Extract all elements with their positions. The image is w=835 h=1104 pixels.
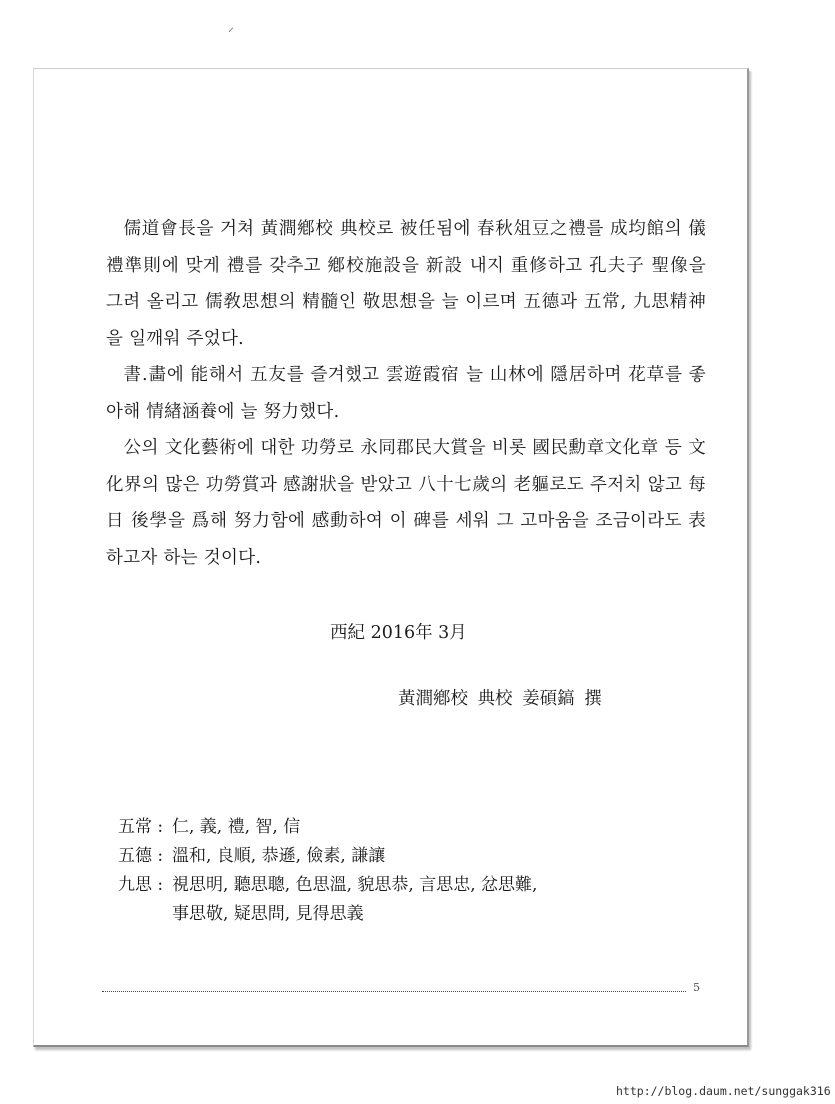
page-number: 5 [693,981,700,994]
note-value: 仁, 義, 禮, 智, 信 [172,817,301,837]
note-five-constants [118,813,537,842]
document-page [33,68,749,1047]
note-value: 視思明, 聽思聰, 色思溫, 貌思恭, 言思忠, 忿思難, [172,875,538,895]
note-value: 溫和, 良順, 恭遜, 儉素, 謙讓 [172,846,386,866]
note-nine-thoughts-continued [118,900,537,929]
author-line: 黃澗鄕校 典校 姜碩鎬 撰 [398,689,602,709]
note-value: 事思敬, 疑思問, 見得思義 [172,904,364,924]
note-label: 九思 : [118,875,164,895]
note-nine-thoughts [118,871,537,900]
source-watermark: http://blog.daum.net/sunggak316 [612,1084,835,1098]
note-five-virtues [118,842,537,871]
scan-mark: ⸝ [228,20,235,34]
note-label: 五常 : [118,817,164,837]
date-line: 西紀 2016年 3月 [330,623,467,643]
paragraph-3: 公의 文化藝術에 대한 功勞로 永同郡民大賞을 비롯 國民勳章文化章 등 文化界의 많은 功勞賞과 感謝狀을 받았고 八十七歲의 老軀로도 주저치 않고 每日 後學을 爲해 努力함에 感動하여 이 碑를 세워 그 고마움을 조금이라도 表하고자 하는 것이다. [106,438,706,568]
note-label: 五德 : [118,846,164,866]
notes-section [118,813,537,929]
paragraph-1: 儒道會長을 거쳐 黃澗鄕校 典校로 被任됨에 春秋俎豆之禮를 成均館의 儀禮準則에 맞게 禮를 갖추고 鄕校施設을 新設 내지 重修하고 孔夫子 聖像을 그려 올리고 儒敎思想의 精髓인 敬思想을 늘 이르며 五德과 五常, 九思精神을 일깨워 주었다. [106,219,706,349]
footer-divider [102,991,686,992]
paragraph-2: 書.畵에 能해서 五友를 즐겨했고 雲遊霞宿 늘 山林에 隱居하며 花草를 좋아해 情緖涵養에 늘 努力했다. [106,365,706,422]
body-text [106,211,706,576]
